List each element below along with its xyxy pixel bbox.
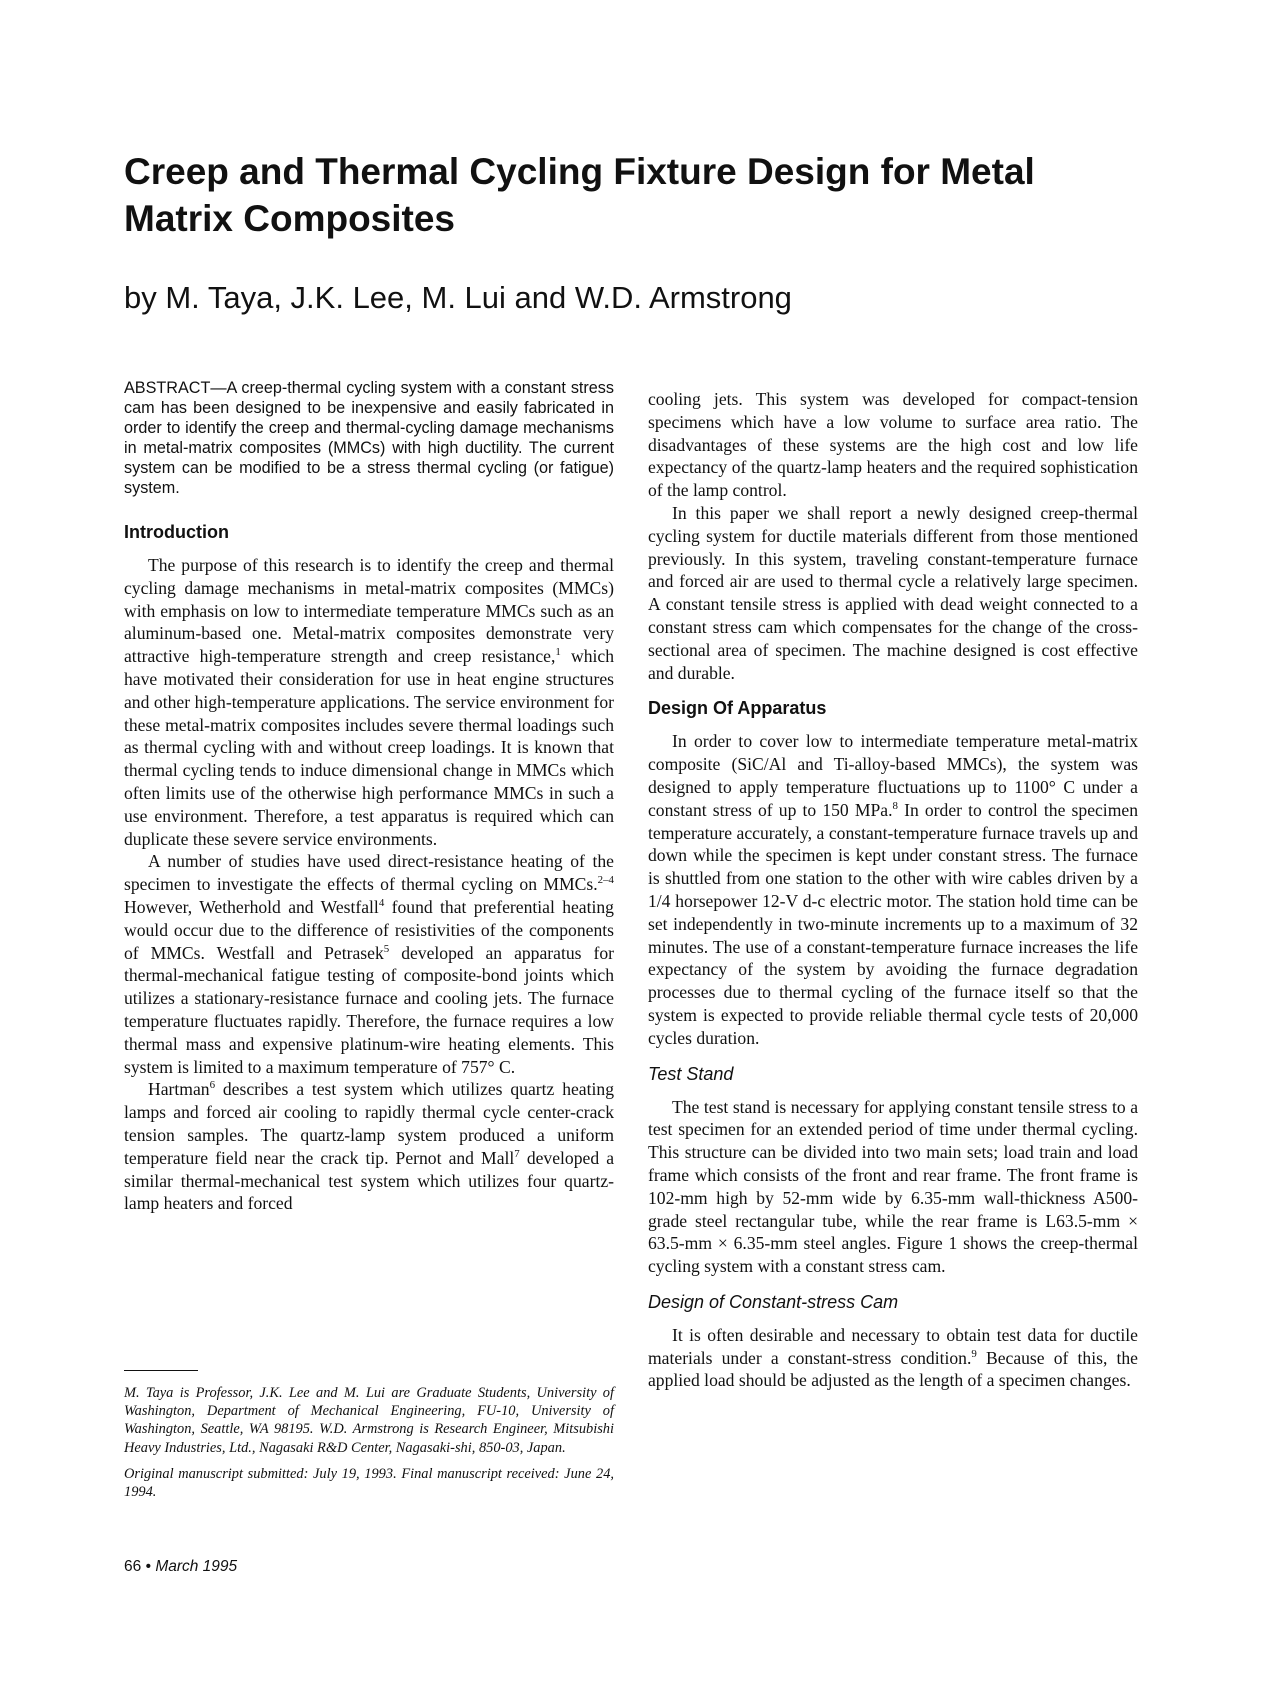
subsection-heading-cam: Design of Constant-stress Cam: [648, 1291, 899, 1312]
test-stand-paragraph: The test stand is necessary for applying constant tensile stress to a test specimen for an extended period of time under thermal cycling. This structure can be divided into two main sets; load train and load frame which consists of the front and rear frame. The front frame is 102-mm high by 52-mm wide by 6.35-mm wall-thickness A500-grade steel rectangular tube, while the rear frame is L63.5-mm × 63.5-mm × 6.35-mm steel angles. Figure 1 shows the creep-thermal cycling system with a constant stress cam.: [648, 1096, 1138, 1277]
citation-ref: 6: [209, 1079, 216, 1092]
author-affiliations-note: M. Taya is Professor, J.K. Lee and M. Lui are Graduate Students, University of Washington, Department of Mechanical Engineering, FU-10, University of Washington, Seattle, WA 98195. W.D. Armstrong is Research Engineer, Mitsubishi Heavy Industries, Ltd., Nagasaki R&D Center, Nagasaki-shi, 850-03, Japan.: [124, 1385, 614, 1456]
issue-date: March 1995: [155, 1558, 238, 1575]
citation-ref: 7: [514, 1147, 520, 1160]
right-column: [648, 388, 1138, 1392]
author-byline: by M. Taya, J.K. Lee, M. Lui and W.D. Armstrong: [124, 280, 792, 315]
article-title: Creep and Thermal Cycling Fixture Design for Metal Matrix Composites: [124, 151, 1035, 239]
citation-ref: 4: [378, 897, 385, 910]
intro-paragraph-3: Hartman$^6$ describes a test system which utilizes quartz heating lamps and forced air cooling to rapidly thermal cycle center-crack tension samples. The quartz-lamp system produced a uniform temperature field near the crack tip. Pernot and Mall$^7$ developed a similar thermal-mechanical test system which utilizes four quartz-lamp heaters and forced: [124, 1079, 615, 1214]
page-number: 66: [124, 1558, 142, 1575]
section-heading-design: Design Of Apparatus: [648, 698, 827, 719]
cam-paragraph: It is often desirable and necessary to obtain test data for ductile materials under a constant-stress condition.$^9$ Because of this, the applied load should be adjusted as the length of a specimen changes.: [648, 1324, 1138, 1391]
section-heading-introduction: Introduction: [124, 522, 229, 542]
subsection-heading-test-stand: Test Stand: [648, 1063, 734, 1084]
citation-ref: 2–4: [597, 874, 614, 887]
design-paragraph-1: In order to cover low to intermediate temperature metal-matrix composite (SiC/Al and Ti-alloy-based MMCs), the system was designed to apply temperature fluctuations up to 1100° C under a constant stress of up to 150 MPa.$^8$ In order to control the specimen temperature accurately, a constant-temperature furnace travels up and down while the specimen is kept under constant stress. The furnace is shuttled from one station to the other with wire cables driven by a 1/4 horsepower 12-V d-c electric motor. The station hold time can be set independently in two-minute increments up to a maximum of 32 minutes. The use of a constant-temperature furnace increases the life expectancy of the system by avoiding the furnace degradation processes due to thermal cycling of the furnace itself so that the system is expected to provide reliable thermal cycle tests of 20,000 cycles duration.: [648, 731, 1138, 1048]
manuscript-dates-note: Original manuscript submitted: July 19, 1993. Final manuscript received: June 24, 1994.: [124, 1465, 614, 1501]
footnote-rule: [124, 1370, 198, 1371]
abstract: ABSTRACT—A creep-thermal cycling system with a constant stress cam has been designed to be inexpensive and easily fabricated in order to identify the creep and thermal-cycling damage mechanisms in metal-matrix composites (MMCs) with high ductility. The current system can be modified to be a stress thermal cycling (or fatigue) system.: [124, 379, 614, 497]
intro-paragraph-1: The purpose of this research is to identify the creep and thermal cycling damage mechanisms in metal-matrix composites (MMCs) with emphasis on low to intermediate temperature MMCs such as an aluminum-based one. Metal-matrix composites demonstrate very attractive high-temperature strength and creep resistance,$^1$ which have motivated their consideration for use in heat engine structures and other high-temperature applications. The service environment for these metal-matrix composites includes severe thermal loadings such as thermal cycling with and without creep loadings. It is known that thermal cycling tends to induce dimensional change in MMCs which often limits use of the otherwise high performance MMCs in such a use environment. Therefore, a test apparatus is required which can duplicate these severe service environments.: [124, 555, 614, 849]
intro-paragraph-4: cooling jets. This system was developed for compact-tension specimens which have a low volume to surface area ratio. The disadvantages of these systems are the high cost and low life expectancy of the quartz-lamp heaters and the required sophistication of the lamp control.: [648, 389, 1138, 501]
left-column: [124, 378, 614, 1215]
intro-paragraph-5: In this paper we shall report a newly designed creep-thermal cycling system for ductile materials different from those mentioned previously. In this system, traveling constant-temperature furnace and forced air are used to thermal cycle a relatively large specimen. A constant tensile stress is applied with dead weight connected to a constant stress cam which compensates for the change of the cross-sectional area of specimen. The machine designed is cost effective and durable.: [648, 502, 1138, 683]
citation-ref: 8: [892, 799, 898, 812]
citation-ref: 5: [383, 942, 390, 955]
citation-ref: 1: [555, 646, 561, 659]
intro-paragraph-2: A number of studies have used direct-resistance heating of the specimen to investigate the effects of thermal cycling on MMCs.$^{2-4}$ However, Wetherhold and Westfall$^4$ found that preferential heating would occur due to the difference of resistivities of the components of MMCs. Westfall and Petrasek$^5$ developed an apparatus for thermal-mechanical fatigue testing of composite-bond joints which utilizes a stationary-resistance furnace and cooling jets. The furnace temperature fluctuates rapidly. Therefore, the furnace requires a low thermal mass and expensive platinum-wire heating elements. This system is limited to a maximum temperature of 757° C.: [124, 851, 614, 1077]
folio-separator: •: [145, 1558, 151, 1575]
footnotes: [124, 1384, 614, 1509]
page-folio: [124, 1558, 237, 1576]
citation-ref: 9: [971, 1347, 977, 1360]
